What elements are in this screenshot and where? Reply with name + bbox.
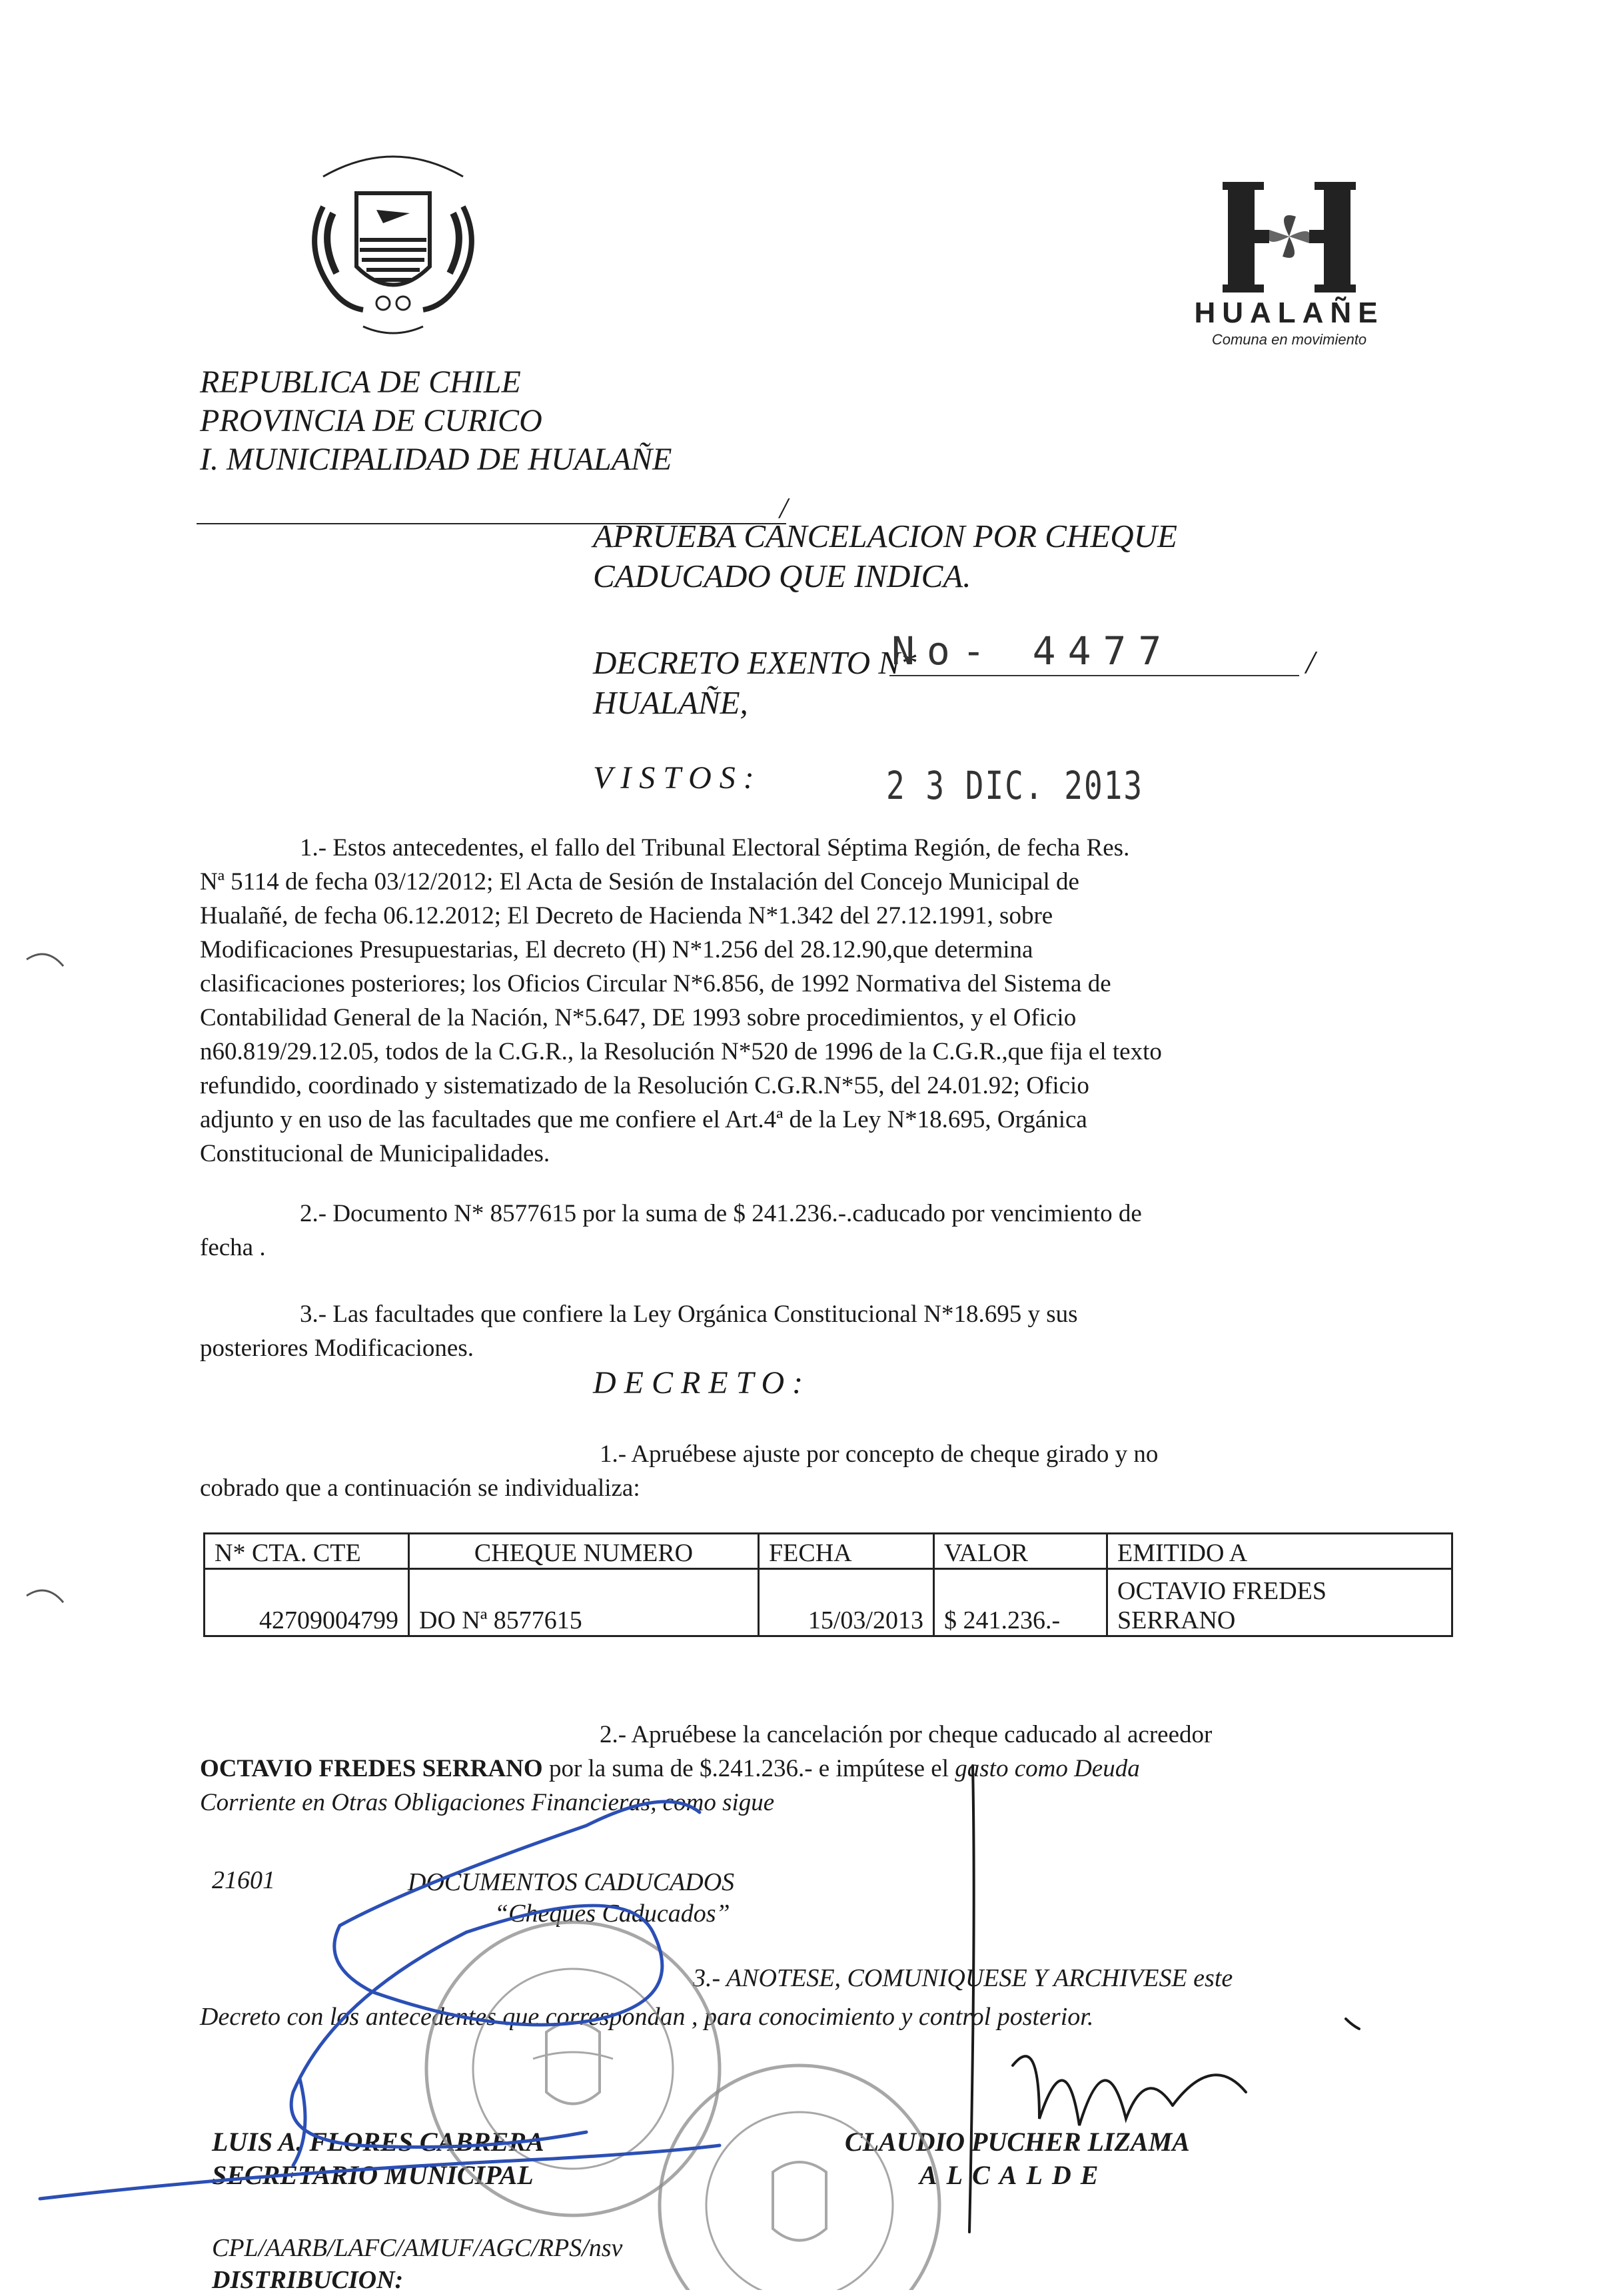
table-header-row [205,1534,1452,1569]
date-stamp: 2 3 DIC. 2013 [886,763,1144,808]
mayor-name: CLAUDIO PUCHER LIZAMA [845,2127,1190,2157]
cell-cuenta: 42709004799 [205,1569,409,1636]
header-valor: VALOR [934,1534,1107,1569]
decree-city: HUALAÑE, [593,684,748,721]
vistos-1-line: Modificaciones Presupuestarias, El decreto (H) N*1.256 del 28.12.90,que determina [200,936,1033,963]
vistos-item-2 [200,1197,1432,1265]
cheque-table [203,1532,1453,1637]
letterhead-rule-slash: / [780,492,788,524]
signature-block-mayor [845,2125,1190,2192]
footer-distribucion: DISTRIBUCION: [212,2266,404,2294]
header-emitido: EMITIDO A [1107,1534,1452,1569]
article-2-line-2 [200,1752,1432,1786]
article-2-gasto: gasto como Deuda [955,1755,1140,1782]
article-2-intro: 2.- Apruébese la cancelación por cheque caducado al acreedor [600,1721,1213,1748]
decree-number-underline [889,675,1299,676]
vistos-1-line: Hualañé, de fecha 06.12.2012; El Decreto de Hacienda N*1.342 del 27.12.1991, sobre [200,902,1053,929]
logo-tagline: Comuna en movimiento [1211,331,1367,348]
header-cuenta: N* CTA. CTE [205,1534,409,1569]
footer [212,2232,622,2296]
hualane-logo [1179,170,1399,363]
vistos-1-line: Nª 5114 de fecha 03/12/2012; El Acta de Sesión de Instalación del Concejo Municipal de [200,868,1079,895]
budget-description: DOCUMENTOS CADUCADOS [408,1868,735,1896]
creditor-name: OCTAVIO FREDES SERRANO [200,1755,543,1782]
budget-code: 21601 [212,1866,275,1894]
vistos-1-line: n60.819/29.12.05, todos de la C.G.R., la Resolución N*520 de 1996 de la C.G.R.,que fija el texto [200,1038,1162,1065]
decreto-heading: DECRETO: [593,1365,811,1401]
decree-slash: / [1306,644,1315,680]
article-1 [200,1437,1432,1505]
decree-number-stamp: No- 4477 [891,628,1174,674]
vistos-3-line: posteriores Modificaciones. [200,1335,474,1362]
emitido-line-2: SERRANO [1117,1606,1236,1634]
signature-block-secretary [212,2125,544,2192]
letterhead-line-republica: REPUBLICA DE CHILE [200,364,521,400]
municipal-crest-logo [283,140,503,346]
vistos-2-line: 2.- Documento N* 8577615 por la suma de $ 241.236.-.caducado por vencimiento de [300,1200,1142,1227]
secretary-role: SECRETARIO MUNICIPAL [212,2160,534,2190]
vistos-1-line: refundido, coordinado y sistematizado de la Resolución C.G.R.N*55, del 24.01.92; Oficio [200,1072,1089,1099]
cell-cheque: DO Nª 8577615 [409,1569,759,1636]
decree-subject [593,516,1177,596]
footer-initials: CPL/AARB/LAFC/AMUF/AGC/RPS/nsv [212,2234,623,2262]
article-2-amount-text: por la suma de $.241.236.- e impútese el [542,1755,955,1782]
decree-label: DECRETO EXENTO N* [593,644,917,681]
subject-line-2: CADUCADO QUE INDICA. [593,558,971,594]
vistos-item-3 [200,1297,1432,1365]
secretary-name: LUIS A. FLORES CABRERA [212,2127,544,2157]
letterhead [200,363,672,479]
vistos-1-line: Contabilidad General de la Nación, N*5.647, DE 1993 sobre procedimientos, y el Oficio [200,1004,1077,1031]
article-1-line: 1.- Apruébese ajuste por concepto de cheque girado y no [600,1440,1159,1468]
subject-line-1: APRUEBA CANCELACION POR CHEQUE [593,518,1177,554]
emitido-line-1: OCTAVIO FREDES [1117,1577,1327,1605]
vistos-1-line: 1.- Estos antecedentes, el fallo del Tribunal Electoral Séptima Región, de fecha Res. [300,834,1130,861]
vistos-3-line: 3.- Las facultades que confiere la Ley Orgánica Constitucional N*18.695 y sus [300,1301,1078,1328]
header-cheque: CHEQUE NUMERO [409,1534,759,1569]
vistos-1-line: Constitucional de Municipalidades. [200,1140,550,1167]
article-1-line: cobrado que a continuación se individualiza: [200,1474,640,1502]
vistos-2-line: fecha . [200,1234,266,1261]
vistos-item-1 [200,831,1432,1171]
article-3-line-1: 3.- ANOTESE, COMUNIQUESE Y ARCHIVESE este [693,1964,1233,1992]
logo-name: HUALAÑE [1194,296,1384,329]
vistos-heading: VISTOS: [593,760,762,796]
mayor-role: ALCALDE [919,2160,1108,2190]
table-row [205,1569,1452,1636]
scan-hole-marks [27,954,63,1602]
article-3 [200,1959,1432,2036]
article-3-line-2: Decreto con los antecedentes que correspondan , para conocimiento y control posterior. [200,2003,1094,2031]
letterhead-line-municipalidad: I. MUNICIPALIDAD DE HUALAÑE [200,442,672,477]
cell-emitido [1107,1569,1452,1636]
header-fecha: FECHA [759,1534,934,1569]
hualane-h-icon [1223,170,1356,293]
vistos-1-line: clasificaciones posteriores; los Oficios Circular N*6.856, de 1992 Normativa del Sistema de [200,970,1111,997]
cell-fecha: 15/03/2013 [759,1569,934,1636]
budget-subdescription: “Cheques Caducados” [494,1900,730,1928]
article-2 [200,1718,1432,1820]
cell-valor: $ 241.236.- [934,1569,1107,1636]
letterhead-line-provincia: PROVINCIA DE CURICO [200,403,542,438]
vistos-1-line: adjunto y en uso de las facultades que me confiere el Art.4ª de la Ley N*18.695, Orgánica [200,1106,1087,1133]
article-2-line-3: Corriente en Otras Obligaciones Financieras, como sigue [200,1789,775,1816]
